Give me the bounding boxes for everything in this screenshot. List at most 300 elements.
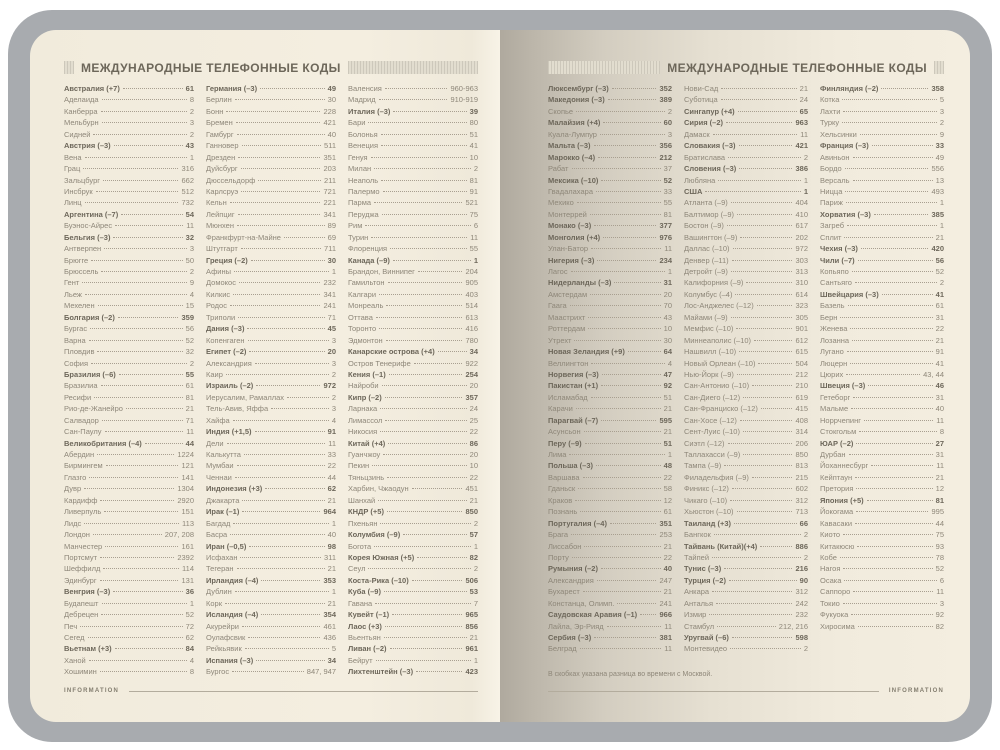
dot-leader [580,648,662,649]
entry-name: Ченнаи [206,472,232,482]
entry-row [206,197,336,208]
entry-row [820,495,944,506]
entry-name: Зальцбург [64,175,100,185]
dot-leader [380,431,467,432]
entry-code: 4 [189,289,194,299]
left-page-footer [64,688,478,694]
dot-leader [735,294,792,295]
entry-name: Сиэтл (–12) [684,438,725,448]
entry-name: Бургас [64,324,88,334]
dot-leader [853,397,932,398]
entry-code: 11 [936,461,944,471]
dot-leader [102,603,187,604]
dot-leader [241,168,321,169]
entry-row [206,266,336,277]
dot-leader [583,591,661,592]
dot-leader [601,385,661,386]
entry-name: Рейкьявик [206,644,242,654]
entry-code: 4 [189,655,194,665]
entry-name: Суботица [684,95,718,105]
dot-leader [115,648,183,649]
entry-code: 15 [185,301,194,311]
page-title: МЕЖДУНАРОДНЫЕ ТЕЛЕФОННЫЕ КОДЫ [81,60,341,75]
dot-leader [864,420,933,421]
entry-code: 421 [795,141,808,151]
entry-code: 20 [469,381,478,391]
entry-code: 36 [185,587,194,597]
entry-code: 40 [327,530,336,540]
entries-column [820,83,944,655]
dot-leader [80,626,182,627]
open-pages [30,30,970,722]
entry-row [64,209,194,220]
dot-leader [733,248,793,249]
entry-row [206,232,336,243]
dot-leader [724,568,792,569]
entry-name: Шанхай [348,495,376,505]
dot-leader [390,248,467,249]
entry-row [820,106,944,117]
entry-name: Кейптаун [820,472,853,482]
dot-leader [113,591,182,592]
entry-row [64,369,194,380]
entry-row [348,289,478,300]
entry-row [548,643,672,654]
entry-row [548,358,672,369]
dot-leader [594,145,657,146]
entry-code: 11 [664,644,672,654]
entry-row [348,209,478,220]
dot-leader [846,374,920,375]
dot-leader [760,546,792,547]
entry-name: Фукуока [820,610,849,620]
entry-row [348,232,478,243]
entry-name: Тайвань (Китай)(+4) [684,541,758,551]
entry-code: 37 [663,164,672,174]
entry-code: 3 [331,404,336,414]
entry-name: Портсмут [64,552,98,562]
dot-leader [858,626,933,627]
entry-code: 43, 44 [923,369,944,379]
entry-name: Белград [548,644,577,654]
entry-row [348,643,478,654]
entry-row [206,255,336,266]
entry-name: Испания (–3) [206,655,254,665]
entry-code: 21 [469,633,478,642]
entry-code: 352 [659,84,672,93]
entry-row [64,94,194,105]
entry-row [820,506,944,517]
entry-code: 614 [795,289,808,299]
entry-code: 40 [663,564,672,574]
dot-leader [237,465,325,466]
dot-leader [102,122,187,123]
entry-code: 24 [469,404,478,414]
entry-row [206,472,336,483]
entry-code: 43 [663,312,672,322]
entry-code: 1304 [177,484,194,494]
entry-code: 1 [331,267,336,276]
dot-leader [740,237,792,238]
entry-name: Тайпей [684,552,710,562]
entry-row [348,175,478,186]
entry-name: Турция (–2) [684,575,726,585]
dot-leader [94,397,183,398]
entry-row [684,117,808,128]
entry-name: Сербия (–3) [548,633,592,642]
dot-leader [374,202,462,203]
entry-row [206,243,336,254]
entry-row [348,266,478,277]
entry-row [548,335,672,346]
dot-leader [569,454,664,455]
entry-code: 57 [469,530,478,540]
entry-row [206,163,336,174]
entry-row [684,358,808,369]
entry-code: 60 [663,118,672,128]
dot-leader [85,202,179,203]
entry-code: 241 [659,598,672,608]
dot-leader [390,648,463,649]
entry-row [348,255,478,266]
entry-name: Копьяпо [820,267,849,276]
entry-row [348,449,478,460]
entry-name: Люксембург (–3) [548,84,609,93]
entry-name: Никосия [348,427,378,437]
entry-name: Пхеньян [348,518,378,528]
entry-code: 5 [331,644,336,654]
entry-name: Австралия (+7) [64,84,120,93]
dot-leader [102,99,187,100]
entry-row [348,335,478,346]
entry-code: 1 [189,598,194,608]
entry-code: 81 [663,209,672,219]
dot-leader [847,351,933,352]
entry-name: Маастрихт [548,312,586,322]
entry-name: Балтимор (–9) [684,209,735,219]
entry-code: 850 [795,450,808,459]
dot-leader [103,180,179,181]
entry-code: 9 [189,278,194,288]
entry-row [820,586,944,597]
entry-name: Триполи [206,312,236,322]
dot-leader [100,580,179,581]
entry-name: Домокос [206,278,236,288]
entry-row [820,563,944,574]
entry-code: 48 [663,461,672,471]
entry-row [64,518,194,529]
entry-name: Пекин [348,461,370,471]
entry-name: Лозанна [820,335,850,345]
entry-row [820,152,944,163]
entry-name: Каир [206,369,223,379]
dot-leader [840,317,932,318]
dot-leader [757,305,793,306]
footer-rule [129,691,478,692]
entry-code: 6 [939,575,944,585]
entry-row [64,563,194,574]
dot-leader [571,271,665,272]
dot-leader [612,88,657,89]
entry-row [820,300,944,311]
entry-code: 3 [667,129,672,139]
entry-name: Остров Тенерифе [348,358,411,368]
dot-leader [882,294,933,295]
entry-row [684,209,808,220]
entry-name: Анкара [684,587,710,597]
entry-code: 232 [795,610,808,620]
entry-row [64,255,194,266]
entry-code: 11 [800,129,808,139]
entry-code: 964 [323,507,336,517]
right-page [500,30,970,722]
entry-code: 30 [327,95,336,105]
entry-row [820,472,944,483]
entry-row [206,380,336,391]
entry-row [820,621,944,632]
entry-name: Марокко (–4) [548,152,596,162]
entry-row [820,415,944,426]
entry-name: Ливан (–2) [348,644,387,654]
entry-row [206,632,336,643]
dot-leader [393,111,466,112]
entry-code: 41 [935,358,944,368]
entry-name: София [64,358,89,368]
entry-name: Финляндия (–2) [820,84,879,93]
entry-row [64,277,194,288]
dot-leader [237,568,325,569]
entry-code: 514 [465,301,478,311]
right-page-footer [548,688,944,694]
dot-leader [598,157,656,158]
dot-leader [739,145,793,146]
entry-code: 451 [465,484,478,494]
entry-name: Чикаго (–10) [684,495,728,505]
entry-row [548,300,672,311]
entry-name: Тегеран [206,564,234,574]
entry-name: Мельбурн [64,118,99,128]
entry-name: Лейпциг [206,209,235,219]
dot-leader [100,500,174,501]
entry-code: 1 [803,175,808,185]
entry-name: Лайла, Эр-Рияд [548,621,604,631]
dot-leader [119,374,183,375]
entry-row [206,175,336,186]
dot-leader [256,385,320,386]
entry-code: 461 [323,621,336,631]
entry-code: 1 [473,255,478,265]
dot-leader [602,374,661,375]
dot-leader [85,157,187,158]
entry-row [684,392,808,403]
entry-row [348,552,478,563]
entry-code: 21 [935,232,944,242]
entry-row [820,197,944,208]
entry-code: 20 [663,289,672,299]
dot-leader [101,271,186,272]
entry-row [348,312,478,323]
entry-row [820,346,944,357]
entry-row [684,312,808,323]
entry-row [64,643,194,654]
entry-row [348,541,478,552]
entry-row [348,186,478,197]
entry-name: Бургос [206,667,230,677]
entry-row [64,140,194,151]
entry-code: 234 [659,255,672,265]
entry-row [548,472,672,483]
entry-name: Кобе [820,552,837,562]
entry-name: Веллингтон [548,358,589,368]
dot-leader [855,477,933,478]
entry-row [684,197,808,208]
dot-leader [851,408,933,409]
entry-code: 47 [663,369,672,379]
entry-row [206,152,336,163]
entry-code: 92 [935,610,944,620]
entry-name: Сидней [64,129,91,139]
entry-name: Бразилия (–6) [64,369,116,379]
entry-code: 1 [667,450,672,459]
dot-leader [601,180,660,181]
entry-name: Болгария (–2) [64,312,115,322]
entry-name: Сан-Антонио (–10) [684,381,750,391]
entry-row [548,106,672,117]
entry-code: 2 [803,530,808,540]
entry-row [684,426,808,437]
entry-name: Калькутта [206,450,241,459]
entry-name: Калгари [348,289,377,299]
entry-name: Версаль [820,175,850,185]
entry-code: 11 [936,587,944,597]
entry-name: Иран (–0,5) [206,541,247,551]
entry-name: Куала-Лумпур [548,129,597,139]
entry-row [64,460,194,471]
dot-leader [740,420,793,421]
entry-name: Малайзия (+4) [548,118,601,128]
entry-code: 2 [803,152,808,162]
entry-row [684,518,808,529]
dot-leader [237,134,325,135]
entry-code: 216 [795,564,808,574]
entry-code: 207, 208 [164,530,194,540]
entry-row [684,472,808,483]
entry-row [684,232,808,243]
dot-leader [379,99,448,100]
entry-row [64,323,194,334]
dot-leader [728,157,801,158]
dot-leader [123,88,183,89]
dot-leader [284,237,325,238]
entry-name: Монтевидео [684,644,728,654]
entry-name: Филадельфия (–9) [684,472,749,482]
entry-code: 8 [939,427,944,437]
entry-code: 420 [931,244,944,254]
entry-code: 1 [331,587,336,597]
dot-leader [235,477,325,478]
dot-leader [234,271,329,272]
dot-leader [258,180,321,181]
entry-name: Констанца, Олимп. [548,598,615,608]
entry-name: Богота [348,541,372,551]
dot-leader [115,225,183,226]
entry-name: Асунсьон [548,427,581,437]
entry-name: Бари [348,118,366,128]
entry-row [64,163,194,174]
entry-name: Миннеаполис (–10) [684,335,752,345]
entry-row [684,575,808,586]
entry-row [348,495,478,506]
entry-code: 202 [795,232,808,242]
entry-row [348,323,478,334]
entry-name: Мехико [548,198,574,208]
entry-name: Нидерланды (–3) [548,278,612,288]
entry-code: 53 [469,587,478,597]
entry-row [348,94,478,105]
dot-leader [596,191,661,192]
dot-leader [754,340,792,341]
entry-row [548,289,672,300]
dot-leader [118,317,179,318]
dot-leader [591,363,664,364]
dot-leader [233,420,329,421]
dot-leader [233,294,320,295]
entry-name: Италия (–3) [348,106,391,116]
entry-row [348,358,478,369]
entry-row [548,575,672,586]
entry-row [64,175,194,186]
dot-leader [590,214,661,215]
entry-row [548,380,672,391]
entry-name: Тяньцзинь [348,472,385,482]
entry-name: Исфахан [206,552,238,562]
entry-row [348,438,478,449]
dot-leader [91,363,187,364]
entry-code: 221 [323,198,336,208]
entry-name: Стамбул [684,621,715,631]
entry-name: Лугано [820,347,844,357]
dot-leader [855,282,937,283]
entry-code: 131 [181,575,194,585]
entry-row [548,175,672,186]
entry-name: Палермо [348,186,380,196]
dot-leader [571,534,656,535]
entry-code: 21 [663,427,672,437]
entry-row [206,358,336,369]
dot-leader [743,431,793,432]
entry-code: 212 [659,152,672,162]
entry-row [348,243,478,254]
entry-name: Португалия (–4) [548,518,607,528]
dot-leader [844,237,932,238]
entry-name: Гамбург [206,129,234,139]
dot-leader [383,191,467,192]
dot-leader [590,294,661,295]
entry-row [348,632,478,643]
footer-label: INFORMATION [64,688,120,694]
entry-name: Австрия (–3) [64,141,111,151]
dot-leader [381,145,467,146]
entry-row [206,598,336,609]
entry-name: Ирак (–1) [206,507,240,517]
entry-code: 64 [663,347,672,357]
entry-name: Таллахасси (–9) [684,450,741,459]
dot-leader [872,145,933,146]
dot-leader [844,580,936,581]
entry-name: Нагоя [820,564,841,574]
entry-name: Мексика (–10) [548,175,599,185]
entry-code: 2 [803,552,808,562]
